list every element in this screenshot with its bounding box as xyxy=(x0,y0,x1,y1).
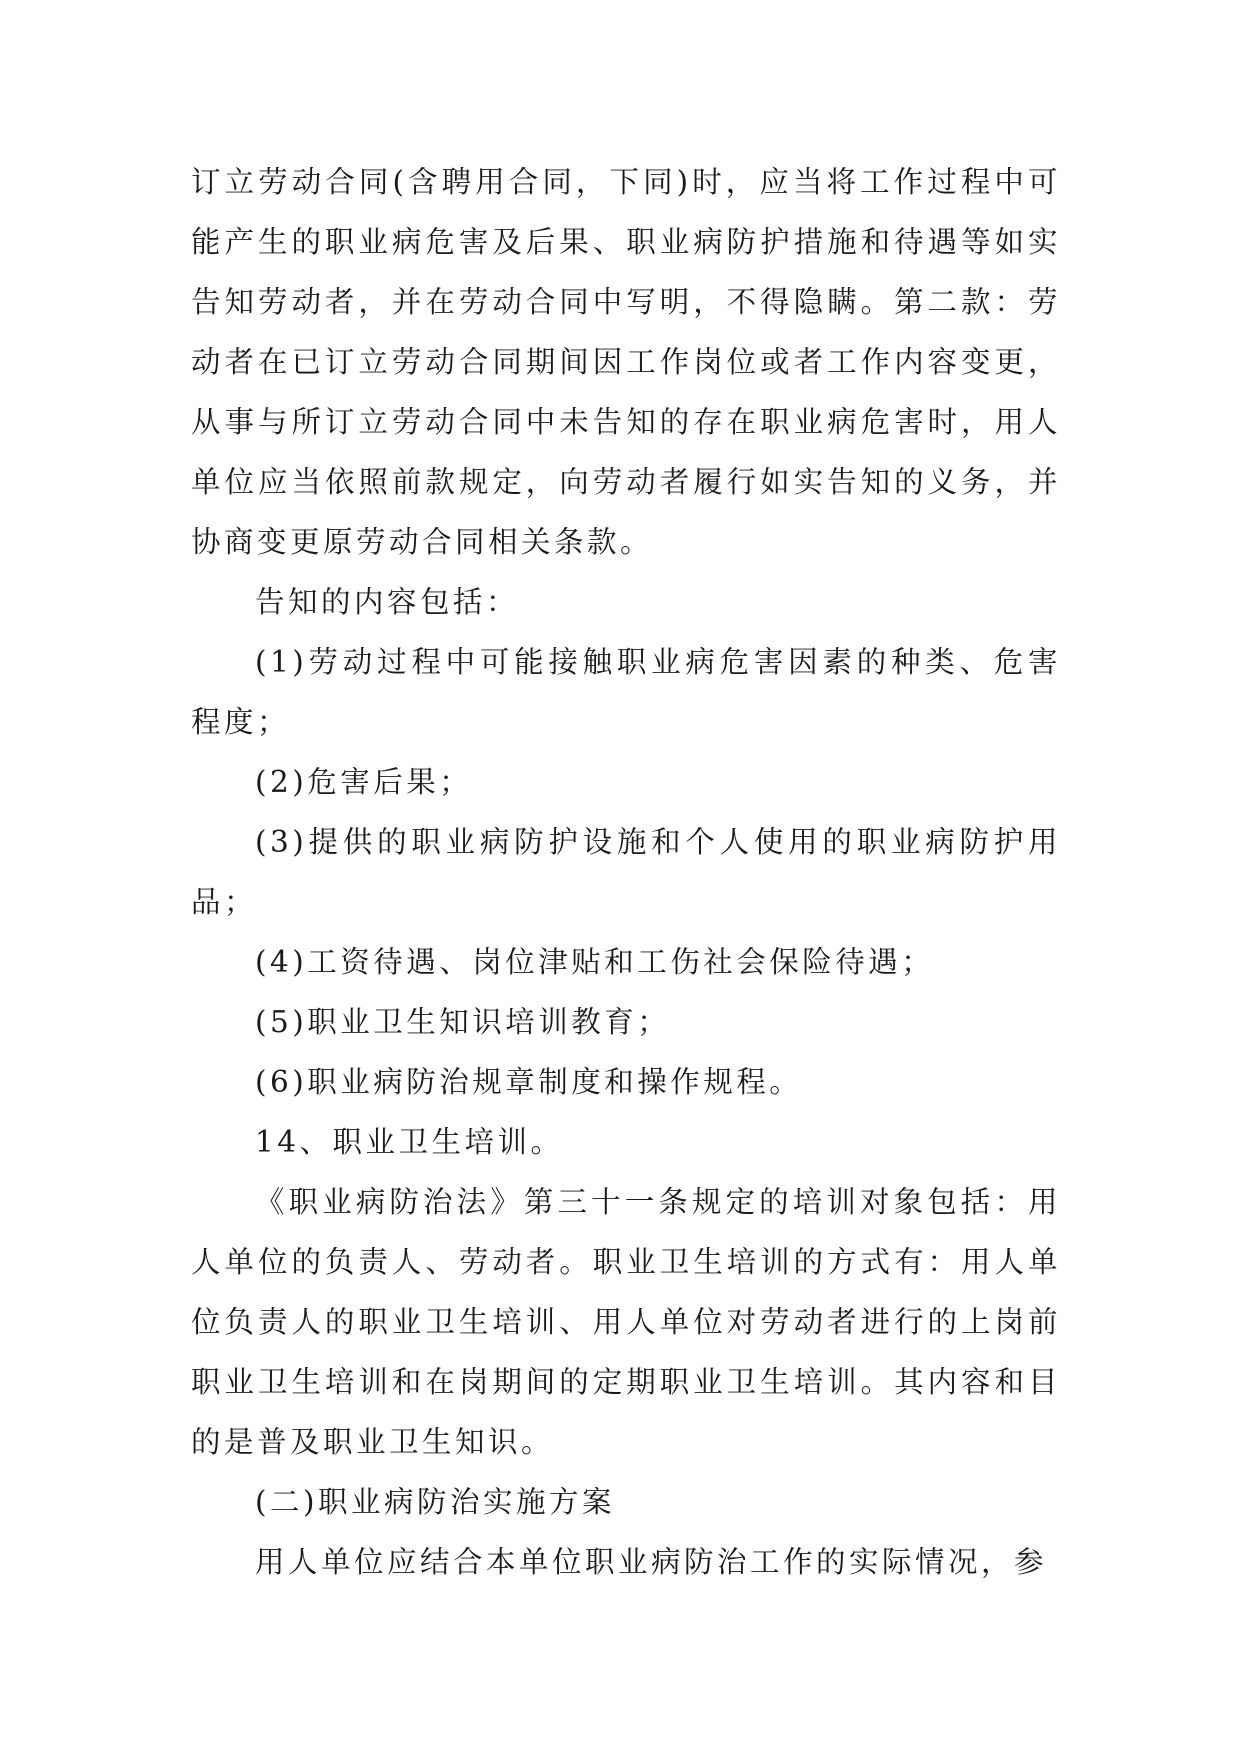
paragraph-notification-content-heading: 告知的内容包括： xyxy=(255,585,520,619)
section-heading-training: 14、职业卫生培训。 xyxy=(255,1125,564,1159)
list-item-4: (4)工资待遇、岗位津贴和工伤社会保险待遇； xyxy=(255,945,935,979)
paragraph-notification-duty: 订立劳动合同(含聘用合同，下同)时，应当将工作过程中可能产生的职业病危害及后果、职业病防护措施和待遇等如实告知劳动者，并在劳动合同中写明，不得隐瞒。第二款：劳动者在已订立劳动合同期间因工作岗位或者工作内容变更，从事与所订立劳动合同中未告知的存在职业病危害时，用人单位应当依照前款规定，向劳动者履行如实告知的义务，并协商变更原劳动合同相关条款。 xyxy=(191,165,1061,559)
paragraph-training: 《职业病防治法》第三十一条规定的培训对象包括：用人单位的负责人、劳动者。职业卫生培训的方式有：用人单位负责人的职业卫生培训、用人单位对劳动者进行的上岗前职业卫生培训和在岗期间的定期职业卫生培训。其内容和目的是普及职业卫生知识。 xyxy=(191,1185,1061,1459)
section-heading-implementation-plan: (二)职业病防治实施方案 xyxy=(255,1485,616,1519)
list-item-2: (2)危害后果； xyxy=(255,765,473,799)
list-item-6: (6)职业病防治规章制度和操作规程。 xyxy=(255,1065,803,1099)
list-item-1: (1)劳动过程中可能接触职业病危害因素的种类、危害程度； xyxy=(191,645,1061,739)
document-body xyxy=(191,152,1061,1592)
paragraph-implementation-plan: 用人单位应结合本单位职业病防治工作的实际情况，参 xyxy=(255,1545,1048,1579)
list-item-3: (3)提供的职业病防护设施和个人使用的职业病防护用品； xyxy=(191,825,1061,919)
list-item-5: (5)职业卫生知识培训教育； xyxy=(255,1005,671,1039)
